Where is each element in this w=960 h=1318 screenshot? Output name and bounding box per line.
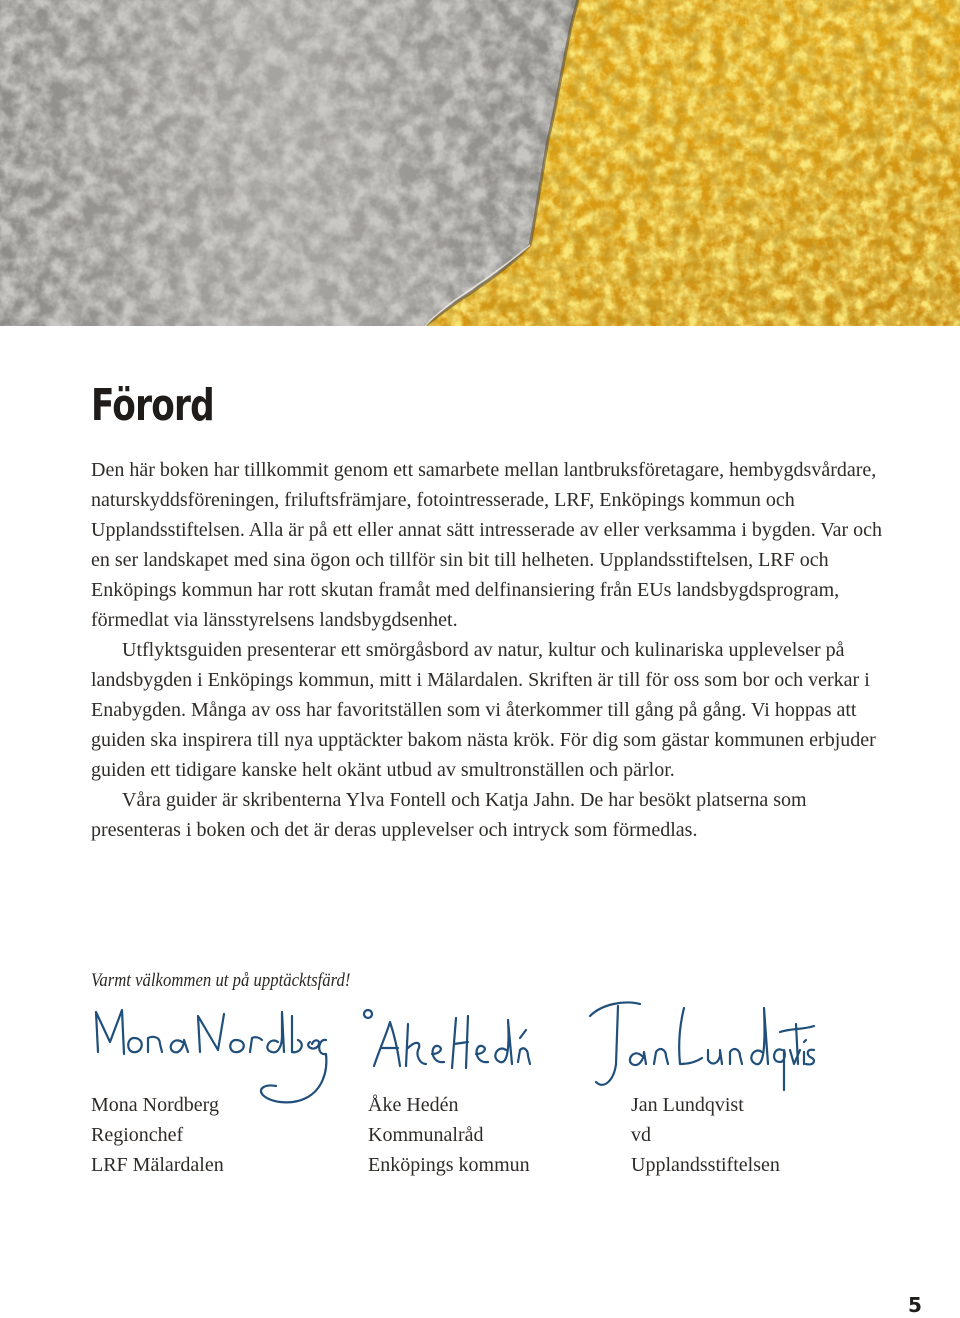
signature-jan-lundqvist	[584, 994, 816, 1100]
signer-name: Jan Lundqvist	[631, 1094, 744, 1116]
paragraph: Den här boken har tillkommit genom ett samarbete mellan lantbruksföretagare, hembygdsvårdare, naturskyddsföreningen, friluftsfrämjare, fotointresserade, LRF, Enköpings kommun och Upplandsstiftelsen. Alla är på ett eller annat sätt intresserade av eller verksamma i bygden. Var och en ser landskapet med sina ögon och tillför sin bit till helheten. Upplandsstiftelsen, LRF och Enköpings kommun har rott skutan framåt med delfinansiering från EUs landsbygdsprogram, förmedlat via länsstyrelsens landsbygdsenhet.	[91, 459, 883, 631]
signer-role: Kommunalråd	[368, 1124, 484, 1146]
signer-organization: Enköpings kommun	[368, 1154, 530, 1176]
paragraph: Utflyktsguiden presenterar ett smörgåsbord av natur, kultur och kulinariska upplevelser på landsbygden i Enköpings kommun, mitt i Mälardalen. Skriften är till för oss som bor och verkar i Enabygden. Många av oss har favoritställen som vi återkommer till gång på gång. Vi hoppas att guiden ska inspirera till nya upptäckter bakom nästa krök. För dig som gästar kommunen erbjuder guiden ett tidigare kanske helt okänt utbud av smultronställen och pärlor.	[91, 639, 876, 781]
signer-role: vd	[631, 1124, 651, 1146]
paragraph: Våra guider är skribenterna Ylva Fontell och Katja Jahn. De har besökt platserna som presenteras i boken och det är deras upplevelser och intryck som förmedlas.	[91, 789, 807, 841]
signature-ake-heden	[360, 1004, 535, 1084]
wool-texture-image	[0, 0, 960, 326]
page-title: Förord	[91, 380, 214, 431]
signer-block	[368, 1090, 530, 1180]
page-number: 5	[908, 1293, 922, 1317]
signer-block	[631, 1090, 780, 1180]
signer-name: Åke Hedén	[368, 1094, 459, 1116]
signer-organization: Upplandsstiftelsen	[631, 1154, 780, 1176]
signer-name: Mona Nordberg	[91, 1094, 219, 1116]
signer-organization: LRF Mälardalen	[91, 1154, 224, 1176]
signer-role: Regionchef	[91, 1124, 184, 1146]
foreword-body	[91, 455, 891, 845]
signer-block	[91, 1090, 224, 1180]
welcome-line: Varmt välkommen ut på upptäcktsfärd!	[91, 970, 351, 991]
hero-photo	[0, 0, 960, 326]
